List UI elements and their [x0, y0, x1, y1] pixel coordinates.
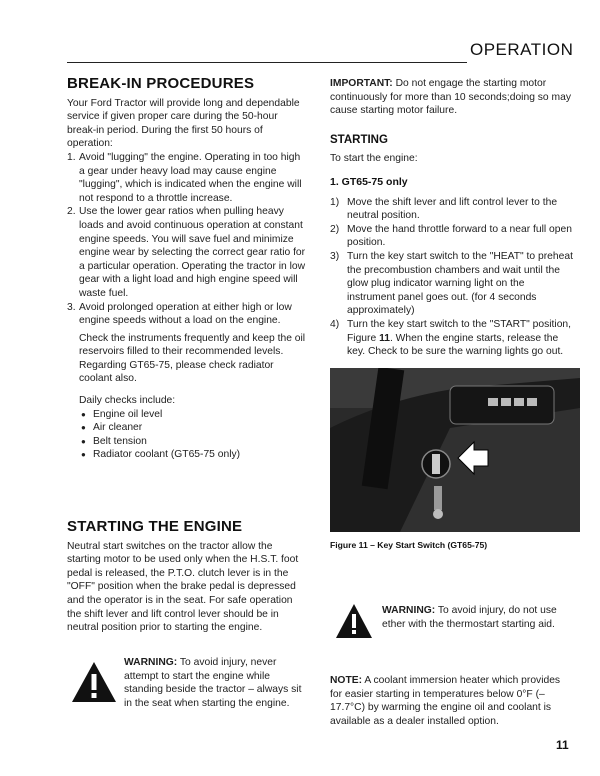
note-text: A coolant immersion heater which provides for easier starting in temperatures below 0°F (–17.7°C) by warming the engine oil and coolant is available as a dealer installed option. [330, 675, 561, 727]
step-number: 4) [330, 318, 340, 330]
starting-step [330, 318, 575, 359]
warning-text: To avoid injury, do not use ether with the thermostart starting aid. [382, 605, 557, 630]
warning-triangle-icon [334, 602, 374, 640]
starting-title: STARTING [330, 133, 388, 146]
starting-steps [330, 196, 575, 359]
break-in-item [67, 205, 307, 300]
starting-step [330, 250, 575, 318]
break-in-title: BREAK-IN PROCEDURES [67, 75, 255, 92]
warning-label: WARNING: [382, 605, 436, 616]
starting-intro: To start the engine: [330, 153, 418, 165]
check-instruments-text: Check the instruments frequently and keep the oil reservoirs filled to their recommended levels. Regarding GT65-75, please check radiator coolant also. [79, 332, 306, 385]
step-text: Move the shift lever and lift control lever to the neutral position. [347, 196, 558, 222]
header-rule [67, 62, 467, 63]
figure-reference: 11 [379, 332, 390, 344]
break-in-section [67, 77, 307, 462]
step-text: Move the hand throttle forward to a near full open position. [347, 223, 572, 249]
daily-checks-label: Daily checks include: [79, 395, 176, 407]
important-note [330, 77, 575, 118]
break-in-item-number: 2. [67, 206, 76, 218]
break-in-item-text: Avoid "lugging" the engine. Operating in too high a gear under heavy load may cause engine "lugging", which is indicated when the engine will not respond to a throttle increase. [79, 151, 302, 204]
break-in-item-text: Avoid prolonged operation at either high or low engine speeds without a load on the engine. [79, 301, 292, 327]
section-header-title: OPERATION [470, 40, 574, 59]
step-text-before: Turn the key start switch to the "START" position, Figure [347, 318, 572, 344]
daily-check-item: ● Radiator coolant (GT65-75 only) [79, 448, 307, 462]
important-label: IMPORTANT: [330, 78, 393, 89]
page-number: 11 [556, 738, 569, 752]
step-text-after: . When the engine starts, release the key. Check to be sure the warning lights go out. [347, 332, 564, 358]
warning-text: To avoid injury, never attempt to start the engine while standing beside the tractor – always sit in the seat when starting the engine. [124, 657, 302, 709]
starting-engine-title: STARTING THE ENGINE [67, 518, 243, 535]
starting-engine-warning [124, 656, 304, 710]
daily-checks-list [67, 408, 307, 462]
daily-check-item: ● Air cleaner [79, 421, 307, 435]
break-in-item-text: Use the lower gear ratios when pulling heavy loads and avoid continuous operation at constant engine speeds. You will save fuel and minimize engine wear by selecting the correct gear ratio for a particular operation. Operating the tractor in low gear with a light load and high engine speed will waste fuel. [79, 206, 306, 299]
warning-label: WARNING: [124, 657, 178, 668]
figure-caption: Figure 11 – Key Start Switch (GT65-75) [330, 540, 488, 550]
break-in-item [67, 151, 307, 205]
break-in-item [67, 301, 307, 328]
important-text: Do not engage the starting motor continuously for more than 10 seconds;doing so may cause starting motor failure. [330, 78, 571, 117]
photo-illustration [330, 368, 580, 532]
break-in-item-number: 3. [67, 301, 76, 313]
model-heading: 1. GT65-75 only [330, 175, 408, 188]
step-text: Turn the key start switch to the "HEAT" to preheat the precombustion chambers and wait until the glow plug indicator warning light on the instrument panel goes out. (for 4 seconds approximately) [347, 250, 573, 317]
coolant-heater-note [330, 674, 570, 728]
starting-step [330, 196, 575, 223]
step-number: 2) [330, 223, 340, 235]
break-in-intro: Your Ford Tractor will provide long and dependable service if given proper care during the 50-hour break-in period. During the first 50 hours of operation: [67, 97, 300, 150]
starting-engine-section [67, 520, 307, 635]
step-number: 1) [330, 196, 340, 208]
step-number: 3) [330, 250, 340, 262]
daily-check-item: ● Engine oil level [79, 408, 307, 422]
step-text [347, 318, 575, 359]
ether-warning [382, 604, 572, 631]
key-start-switch-photo [330, 368, 580, 532]
warning-triangle-icon [70, 660, 118, 704]
starting-engine-text: Neutral start switches on the tractor allow the starting motor to be used only when the H.S.T. foot pedal is released, the P.T.O. clutch lever is in the "OFF" position when the brake pedal is depressed and the operator is in the seat. For safe operation the shift lever and lift control lever should be in neutral position prior to starting the engine. [67, 540, 299, 634]
right-column [330, 77, 575, 359]
note-label: NOTE: [330, 675, 363, 686]
starting-step [330, 223, 575, 250]
break-in-item-number: 1. [67, 151, 76, 163]
daily-check-item: ● Belt tension [79, 435, 307, 449]
